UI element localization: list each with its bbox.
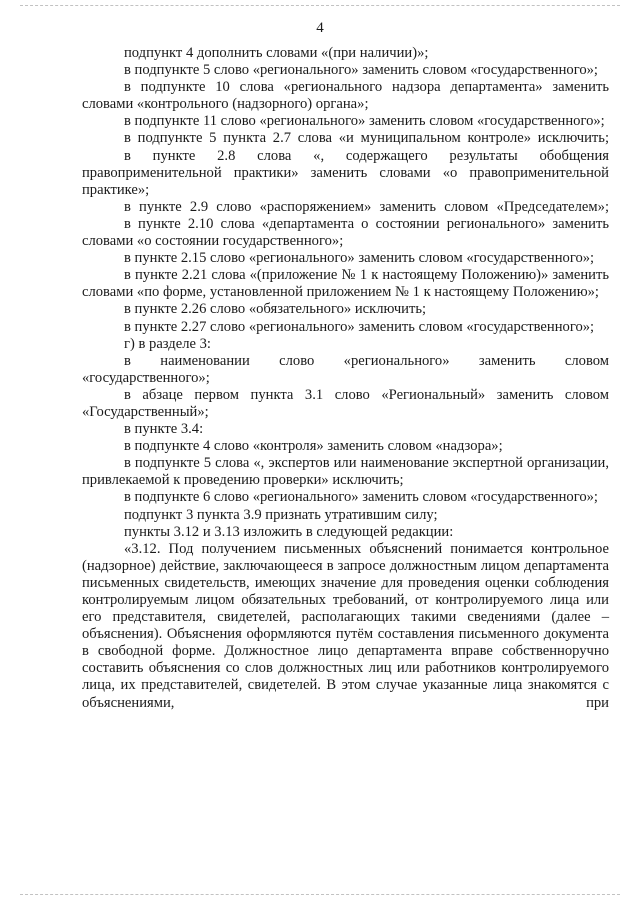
paragraph-4: в подпункте 11 слово «регионального» заменить словом «государственного»; (124, 113, 605, 130)
scan-edge-top (20, 5, 620, 6)
paragraph-2: в подпункте 5 слово «регионального» заменить словом «государственного»; (124, 62, 598, 79)
paragraph-10: в пункте 2.21 слова «(приложение № 1 к настоящему Положению)» заменить словами «по форме, установленной приложением № 1 к настоящему Положению»; (82, 267, 609, 301)
paragraph-22: «3.12. Под получением письменных объяснений понимается контрольное (надзорное) действие, заключающееся в запросе должностным лицом департамента письменных свидетельств, имеющих значение для проведения оценки соблюдения контролируемым лицом обязательных требований, от контролируемого лица или его представителя, свидетелей, располагающих такими сведениями (далее – объяснения). Объяснения оформляются путём составления письменного документа в свободной форме. Должностное лицо департамента вправе собственноручно составить объяснения со слов должностных лиц или работников контролируемого лица, их представителей, свидетелей. В этом случае указанные лица знакомятся с объяснениями, при (82, 540, 609, 711)
paragraph-19: в подпункте 6 слово «регионального» заменить словом «государственного»; (124, 489, 598, 506)
paragraph-14: в наименовании слово «регионального» заменить словом «государственного»; (82, 352, 609, 386)
paragraph-5: в подпункте 5 пункта 2.7 слова «и муниципальном контроле» исключить; (124, 130, 609, 147)
paragraph-1: подпункт 4 дополнить словами «(при наличии)»; (124, 45, 429, 61)
paragraph-17: в подпункте 4 слово «контроля» заменить словом «надзора»; (124, 438, 503, 455)
paragraph-15: в абзаце первом пункта 3.1 слово «Региональный» заменить словом «Государственный»; (82, 386, 609, 420)
paragraph-11: в пункте 2.26 слово «обязательного» исключить; (124, 301, 427, 318)
paragraph-18: в подпункте 5 слова «, экспертов или наименование экспертной организации, привлекаемой к проведению проверки» исключить; (82, 455, 609, 489)
paragraph-20: подпункт 3 пункта 3.9 признать утратившим силу; (124, 506, 438, 523)
paragraph-16: в пункте 3.4: (124, 421, 204, 438)
paragraph-8: в пункте 2.10 слова «департамента о состоянии регионального» заменить словами «о состоянии государственного»; (82, 215, 609, 250)
paragraph-3: в подпункте 10 слова «регионального надзора департамента» заменить словами «контрольного (надзорного) органа»; (82, 79, 609, 113)
paragraph-13: г) в разделе 3: (124, 335, 211, 352)
document-body (82, 45, 609, 712)
paragraph-6: в пункте 2.8 слова «, содержащего результаты обобщения правоприменительной практики» заменить словами «о правоприменительной практике»; (82, 147, 609, 198)
paragraph-9: в пункте 2.15 слово «регионального» заменить словом «государственного»; (124, 250, 595, 267)
paragraph-7: в пункте 2.9 слово «распоряжением» заменить словом «Председателем»; (124, 198, 609, 215)
paragraph-12: в пункте 2.27 слово «регионального» заменить словом «государственного»; (124, 318, 595, 335)
scan-edge-bottom (20, 894, 620, 895)
page-number: 4 (316, 20, 324, 36)
paragraph-21: пункты 3.12 и 3.13 изложить в следующей редакции: (124, 523, 454, 540)
